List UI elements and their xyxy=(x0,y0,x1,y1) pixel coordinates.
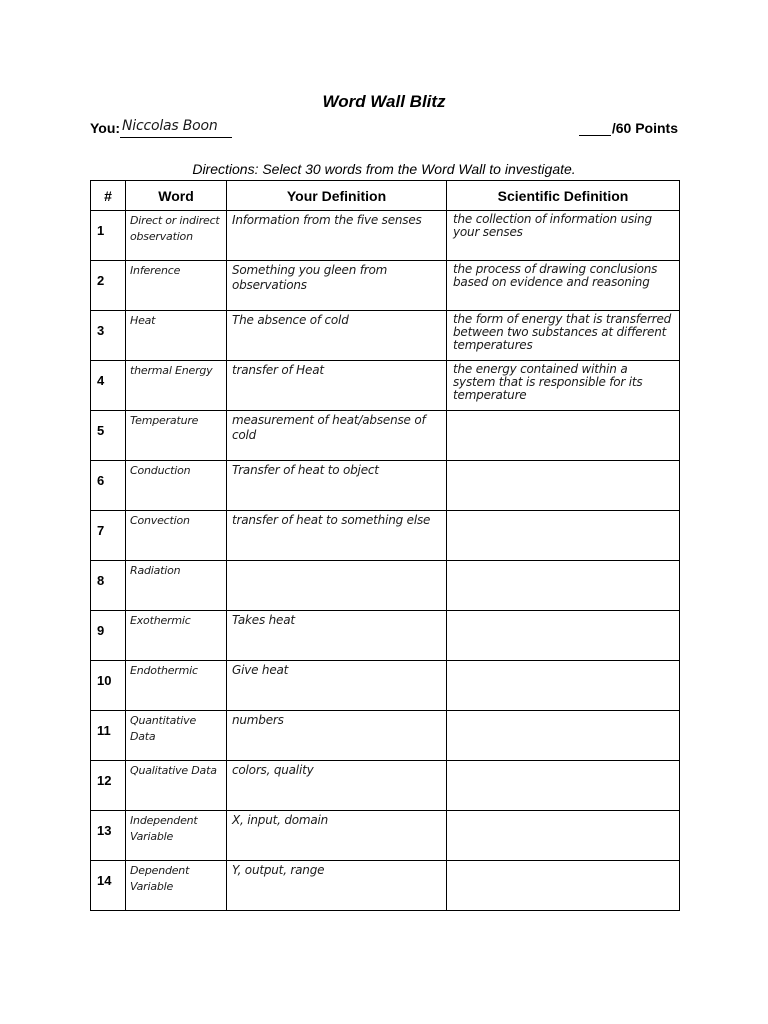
scientific-definition-cell[interactable] xyxy=(447,611,680,661)
table-row xyxy=(91,261,680,311)
row-number: 13 xyxy=(91,811,126,861)
word-cell[interactable] xyxy=(126,411,227,461)
your-definition-text: Y, output, range xyxy=(232,863,325,877)
your-definition-text: transfer of Heat xyxy=(232,363,324,377)
your-definition-text: numbers xyxy=(232,713,284,727)
your-definition-cell[interactable] xyxy=(227,511,447,561)
scientific-definition-text xyxy=(447,411,679,415)
row-number: 2 xyxy=(91,261,126,311)
word-cell[interactable] xyxy=(126,661,227,711)
row-number: 8 xyxy=(91,561,126,611)
scientific-definition-text: the collection of information using your senses xyxy=(453,212,652,239)
your-definition-text: Takes heat xyxy=(232,613,295,627)
row-number: 11 xyxy=(91,711,126,761)
scientific-definition-cell[interactable] xyxy=(447,361,680,411)
your-definition-text: transfer of heat to something else xyxy=(232,513,431,527)
table-header-row xyxy=(91,181,680,211)
word-text: Dependent Variable xyxy=(130,864,190,893)
directions-text: Directions: Select 30 words from the Word Wall to investigate. xyxy=(192,161,576,177)
scientific-definition-cell[interactable] xyxy=(447,561,680,611)
word-text: Direct or indirect observation xyxy=(130,214,220,243)
table-row xyxy=(91,511,680,561)
your-definition-text: Give heat xyxy=(232,663,289,677)
word-text: Temperature xyxy=(130,414,199,427)
word-cell[interactable] xyxy=(126,861,227,911)
word-cell[interactable] xyxy=(126,211,227,261)
points-label: /60 Points xyxy=(611,120,678,136)
row-number: 1 xyxy=(91,211,126,261)
points-blank xyxy=(579,122,611,136)
scientific-definition-cell[interactable] xyxy=(447,661,680,711)
table-row xyxy=(91,611,680,661)
word-cell[interactable] xyxy=(126,561,227,611)
scientific-definition-cell[interactable] xyxy=(447,411,680,461)
your-definition-cell[interactable] xyxy=(227,761,447,811)
row-number: 3 xyxy=(91,311,126,361)
you-label: You: xyxy=(90,120,121,136)
word-cell[interactable] xyxy=(126,761,227,811)
your-definition-text: The absence of cold xyxy=(232,313,349,327)
scientific-definition-text xyxy=(447,711,679,715)
your-definition-cell[interactable] xyxy=(227,361,447,411)
scientific-definition-cell[interactable] xyxy=(447,711,680,761)
row-number: 9 xyxy=(91,611,126,661)
table-row xyxy=(91,311,680,361)
row-number: 4 xyxy=(91,361,126,411)
word-cell[interactable] xyxy=(126,261,227,311)
table-row xyxy=(91,411,680,461)
scientific-definition-text xyxy=(447,761,679,765)
scientific-definition-text xyxy=(447,611,679,615)
word-text: Radiation xyxy=(130,564,181,577)
table-row xyxy=(91,561,680,611)
your-definition-cell[interactable] xyxy=(227,211,447,261)
word-cell[interactable] xyxy=(126,711,227,761)
scientific-definition-text xyxy=(447,511,679,515)
your-definition-cell[interactable] xyxy=(227,811,447,861)
word-cell[interactable] xyxy=(126,611,227,661)
your-definition-cell[interactable] xyxy=(227,661,447,711)
your-definition-cell[interactable] xyxy=(227,461,447,511)
scientific-definition-cell[interactable] xyxy=(447,211,680,261)
word-text: thermal Energy xyxy=(130,364,213,377)
word-wall-table xyxy=(90,180,680,911)
word-text: Independent Variable xyxy=(130,814,198,843)
word-text: Exothermic xyxy=(130,614,191,627)
your-definition-cell[interactable] xyxy=(227,611,447,661)
table-row xyxy=(91,661,680,711)
word-cell[interactable] xyxy=(126,461,227,511)
student-name: Niccolas Boon xyxy=(122,118,218,134)
worksheet-title: Word Wall Blitz xyxy=(322,92,446,111)
scientific-definition-cell[interactable] xyxy=(447,861,680,911)
your-definition-cell[interactable] xyxy=(227,311,447,361)
row-number: 10 xyxy=(91,661,126,711)
scientific-definition-cell[interactable] xyxy=(447,461,680,511)
your-definition-text: Transfer of heat to object xyxy=(232,463,379,477)
your-definition-cell[interactable] xyxy=(227,261,447,311)
row-number: 6 xyxy=(91,461,126,511)
word-cell[interactable] xyxy=(126,811,227,861)
table-row xyxy=(91,761,680,811)
points-field xyxy=(579,120,678,136)
scientific-definition-text xyxy=(447,461,679,465)
your-definition-cell[interactable] xyxy=(227,561,447,611)
word-cell[interactable] xyxy=(126,511,227,561)
row-number: 5 xyxy=(91,411,126,461)
row-number: 7 xyxy=(91,511,126,561)
scientific-definition-cell[interactable] xyxy=(447,761,680,811)
row-number: 12 xyxy=(91,761,126,811)
word-text: Heat xyxy=(130,314,156,327)
row-number: 14 xyxy=(91,861,126,911)
word-cell[interactable] xyxy=(126,361,227,411)
your-definition-text: measurement of heat/absense of cold xyxy=(232,413,426,442)
table-row xyxy=(91,711,680,761)
word-text: Convection xyxy=(130,514,190,527)
column-header-your-definition: Your Definition xyxy=(227,181,447,211)
scientific-definition-text xyxy=(447,861,679,865)
table-row xyxy=(91,461,680,511)
column-header-number: # xyxy=(91,181,126,211)
word-text: Inference xyxy=(130,264,181,277)
student-name-field xyxy=(120,118,232,138)
your-definition-cell[interactable] xyxy=(227,861,447,911)
student-info-row xyxy=(90,118,680,140)
your-definition-cell[interactable] xyxy=(227,711,447,761)
word-text: Qualitative Data xyxy=(130,764,217,777)
your-definition-text: Something you gleen from observations xyxy=(232,263,388,292)
scientific-definition-cell[interactable] xyxy=(447,511,680,561)
word-text: Conduction xyxy=(130,464,191,477)
your-definition-text: colors, quality xyxy=(232,763,314,777)
scientific-definition-cell[interactable] xyxy=(447,811,680,861)
scientific-definition-text xyxy=(447,811,679,815)
scientific-definition-text xyxy=(447,661,679,665)
your-definition-cell[interactable] xyxy=(227,411,447,461)
scientific-definition-text: the process of drawing conclusions based on evidence and reasoning xyxy=(453,262,658,289)
table-row xyxy=(91,361,680,411)
table-row xyxy=(91,861,680,911)
scientific-definition-text xyxy=(447,561,679,565)
table-row xyxy=(91,811,680,861)
column-header-scientific-definition: Scientific Definition xyxy=(447,181,680,211)
scientific-definition-text: the form of energy that is transferred between two substances at different temperatures xyxy=(453,312,672,352)
your-definition-text: Information from the five senses xyxy=(232,213,422,227)
your-definition-text xyxy=(227,561,446,565)
your-definition-text: X, input, domain xyxy=(232,813,329,827)
column-header-word: Word xyxy=(126,181,227,211)
word-text: Endothermic xyxy=(130,664,198,677)
word-cell[interactable] xyxy=(126,311,227,361)
scientific-definition-text: the energy contained within a system that is responsible for its temperature xyxy=(453,362,643,402)
scientific-definition-cell[interactable] xyxy=(447,261,680,311)
word-text: Quantitative Data xyxy=(130,714,197,743)
scientific-definition-cell[interactable] xyxy=(447,311,680,361)
table-row xyxy=(91,211,680,261)
